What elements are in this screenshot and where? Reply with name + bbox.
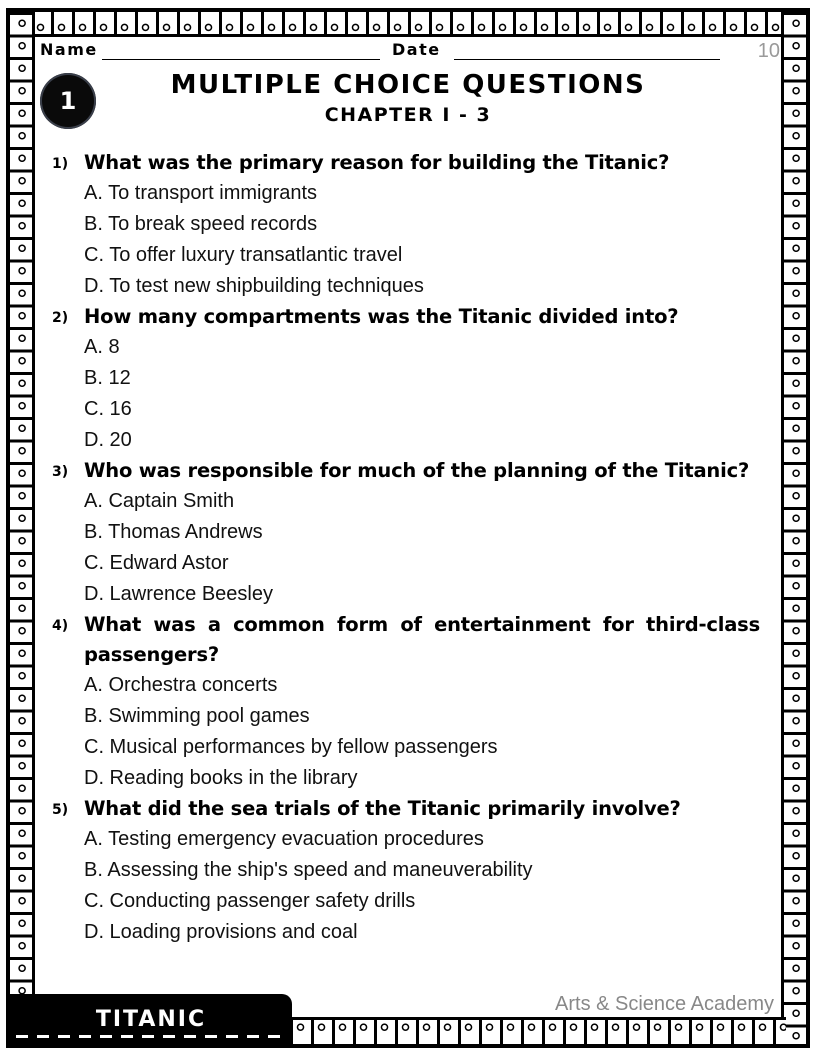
date-field-line[interactable] xyxy=(454,59,720,60)
answer-option[interactable]: C. To offer luxury transatlantic travel xyxy=(84,244,403,266)
question-number: 5) xyxy=(52,802,69,818)
page-subtitle: CHAPTER I - 3 xyxy=(324,104,492,126)
page-title: MULTIPLE CHOICE QUESTIONS xyxy=(170,70,646,100)
answer-option[interactable]: A. To transport immigrants xyxy=(84,182,318,204)
section-number-badge: 1 xyxy=(40,73,96,129)
question-list xyxy=(52,148,760,948)
question-number: 2) xyxy=(52,310,69,326)
answer-option[interactable]: C. Musical performances by fellow passengers xyxy=(84,736,498,758)
question-text: How many compartments was the Titanic divided into? xyxy=(84,305,679,328)
answer-option[interactable]: D. 20 xyxy=(84,429,132,451)
topic-label-tab: TITANIC xyxy=(10,994,292,1044)
answer-option[interactable]: D. Lawrence Beesley xyxy=(84,583,273,605)
question-2 xyxy=(52,302,760,456)
answer-option[interactable]: A. Testing emergency evacuation procedures xyxy=(84,828,484,850)
decorative-border-left xyxy=(10,12,35,1000)
answer-option[interactable]: B. Thomas Andrews xyxy=(84,521,263,543)
question-number: 3) xyxy=(52,464,69,480)
answer-option[interactable]: B. To break speed records xyxy=(84,213,318,235)
answer-option[interactable]: D. To test new shipbuilding techniques xyxy=(84,275,424,297)
answer-option[interactable]: D. Loading provisions and coal xyxy=(84,921,358,943)
question-text: What did the sea trials of the Titanic primarily involve? xyxy=(84,797,681,820)
question-3 xyxy=(52,456,760,610)
question-5 xyxy=(52,794,760,948)
decorative-border-bottom xyxy=(290,1017,786,1044)
name-label: Name xyxy=(40,40,98,59)
answer-option[interactable]: C. Edward Astor xyxy=(84,552,229,574)
name-field-line[interactable] xyxy=(102,59,380,60)
date-label: Date xyxy=(392,40,441,59)
decorative-border-top xyxy=(30,12,786,37)
name-date-row xyxy=(40,40,780,62)
answer-option[interactable]: A. Captain Smith xyxy=(84,490,235,512)
question-number: 4) xyxy=(52,618,69,634)
answer-option[interactable]: B. 12 xyxy=(84,367,131,389)
answer-option[interactable]: D. Reading books in the library xyxy=(84,767,358,789)
question-text: Who was responsible for much of the planning of the Titanic? xyxy=(84,459,750,482)
answer-option[interactable]: A. 8 xyxy=(84,336,120,358)
question-number: 1) xyxy=(52,156,69,172)
question-4 xyxy=(52,610,760,794)
answer-option[interactable]: B. Swimming pool games xyxy=(84,705,310,727)
decorative-border-right xyxy=(781,12,806,1044)
answer-option[interactable]: A. Orchestra concerts xyxy=(84,674,278,696)
question-text: What was the primary reason for building the Titanic? xyxy=(84,151,670,174)
question-1 xyxy=(52,148,760,302)
answer-option[interactable]: C. 16 xyxy=(84,398,132,420)
answer-option[interactable]: B. Assessing the ship's speed and maneuverability xyxy=(84,859,533,881)
answer-option[interactable]: C. Conducting passenger safety drills xyxy=(84,890,416,912)
question-text: What was a common form of entertainment for third-class passengers? xyxy=(84,613,760,666)
page-number: 10 xyxy=(757,40,780,62)
publisher-credit: Arts & Science Academy xyxy=(555,993,774,1015)
